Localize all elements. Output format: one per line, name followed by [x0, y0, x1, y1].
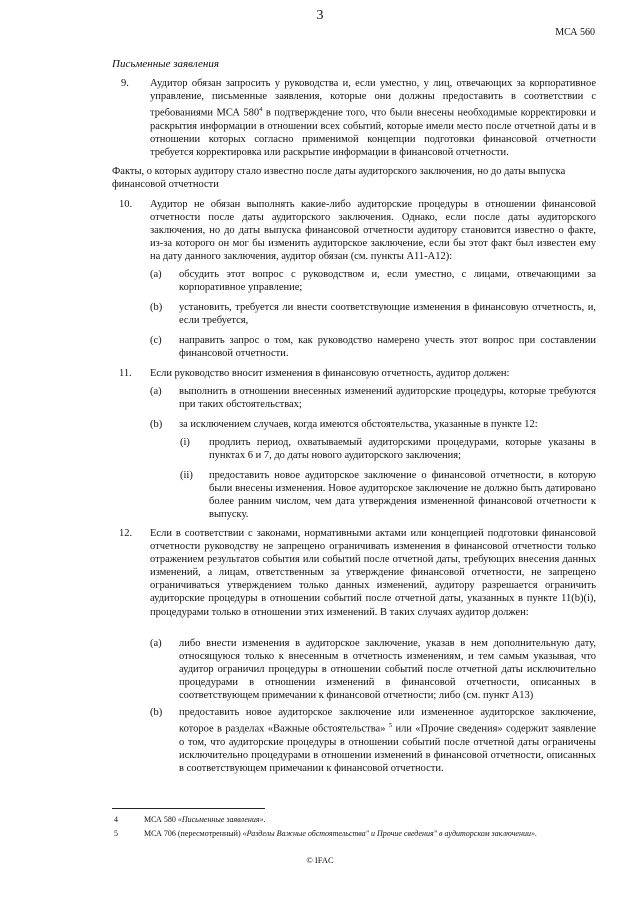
item-text: за исключением случаев, когда имеются обстоятельства, указанные в пункте 12:: [179, 419, 538, 430]
paragraph-text: Если в соответствии с законами, нормативными актами или концепцией подготовки финансовой отчетности руководству не запрещено ограничивать изменения в финансовой отчетности только отражением результатов события или событий после отчетной даты, требующих внесения данных изменений, а лицам, ответственным за утверждение финансовой отчетности, не запрещено ограничиваться утверждением только данных изменений, аудитору разрешается ограничить аудиторские процедуры в отношении событий после отчетной даты, указанных в пункте 11(b)(i), процедурами только в отношении этих изменений. В таких случаях аудитор должен:: [150, 528, 596, 618]
item-text: установить, требуется ли внести соответствующие изменения в финансовую отчетность, и, если требуется,: [179, 302, 596, 327]
paragraph-number: 10.: [119, 199, 133, 210]
paragraph-text: Аудитор обязан запросить у руководства и, если уместно, у лиц, отвечающих за корпоративное управление, письменные заявления, которые они должны предоставить в соответствии с требованиями МСА $580^4$ в подтверждение того, что были внесены необходимые корректировки и раскрытия информации в отношении всех событий, которые имели место после отчетной даты и в отношении которых согласно применимой концепции подготовки финансовой отчетности требуется корректировка или раскрытие информации в финансовой отчетности.: [150, 78, 597, 158]
item-text: предоставить новое аудиторское заключение или измененное аудиторское заключение, которое в разделах «Важные обстоятельства» $^5$ или «Прочие сведения» содержит заявление о том, что аудиторские процедуры в отношении событий после отчетной даты ограничены исключительно процедурами в отношении изменений в финансовой отчетности, описанных в соответствующем примечании к финансовой отчетности.: [179, 707, 596, 774]
item-label: (b): [150, 302, 163, 313]
paragraph-number: 12.: [119, 528, 133, 539]
footnote-text: МСА 706 (пересмотренный) «Разделы Важные обстоятельства" и Прочие сведения" в аудиторском заключении».: [144, 829, 537, 838]
footnote-divider: [112, 808, 265, 809]
footnote-text: МСА 580 «Письменные заявления».: [144, 815, 266, 824]
subitem-label: (i): [180, 437, 190, 448]
footnote-ref: 5: [388, 722, 393, 730]
item-text: обсудить этот вопрос с руководством и, если уместно, с лицами, отвечающими за корпоративное управление;: [179, 269, 596, 294]
item-label: (b): [150, 419, 163, 430]
item-label: (a): [150, 638, 162, 649]
page-number: 3: [316, 8, 324, 23]
subitem-text: продлить период, охватываемый аудиторскими процедурами, которые указаны в пунктах 6 и 7, до даты нового аудиторского заключения;: [209, 437, 596, 462]
footnote-number: 4: [114, 815, 118, 824]
item-text: выполнить в отношении внесенных изменений аудиторские процедуры, которые требуются при таких обстоятельствах;: [179, 386, 596, 411]
paragraph-text: Аудитор не обязан выполнять какие-либо аудиторские процедуры в отношении финансовой отчетности после даты аудиторского заключения. Однако, если после даты аудиторского заключения, но до даты выпуска финансовой отчетности аудитору становится известно о факте, из-за которого он мог бы изменить аудиторское заключение, если бы этот факт был известен ему на дату данного заключения, аудитор обязан (см. пункты А11-А12):: [150, 199, 596, 263]
subitem-text: предоставить новое аудиторское заключение о финансовой отчетности, в которую были внесены изменения. Новое аудиторское заключение не должно быть датировано более ранним числом, чем дата утверждения измененной финансовой отчетности к выпуску.: [209, 470, 596, 521]
item-label: (c): [150, 335, 162, 346]
item-label: (a): [150, 269, 162, 280]
section-heading-subsequent-facts: Факты, о которых аудитору стало известно после даты аудиторского заключения, но до даты выпуска финансовой отчетности: [112, 166, 566, 191]
paragraph-number: 9.: [121, 78, 129, 89]
item-label: (b): [150, 707, 163, 718]
item-text: либо внести изменения в аудиторское заключение, указав в нем дополнительную дату, относящуюся только к внесенным в отчетность изменениям, и тем самым указывая, что аудитор ограничил процедуры в отношении событий после отчетной даты исключительно процедурами в отношении изменений в финансовой отчетности, описанных в соответствующем примечании к финансовой отчетности; либо (см. пункт А13): [179, 638, 596, 702]
copyright-footer: © IFAC: [306, 855, 334, 865]
section-heading-written-representations: Письменные заявления: [112, 58, 219, 70]
footnote-ref: 4: [259, 106, 263, 114]
standard-code: МСА 560: [555, 27, 595, 38]
subitem-label: (ii): [180, 470, 193, 481]
paragraph-text: Если руководство вносит изменения в финансовую отчетность, аудитор должен:: [150, 368, 510, 379]
item-text: направить запрос о том, как руководство намерено учесть этот вопрос при составлении финансовой отчетности.: [179, 335, 596, 360]
paragraph-number: 11.: [119, 368, 132, 379]
footnote-number: 5: [114, 829, 118, 838]
item-label: (a): [150, 386, 162, 397]
